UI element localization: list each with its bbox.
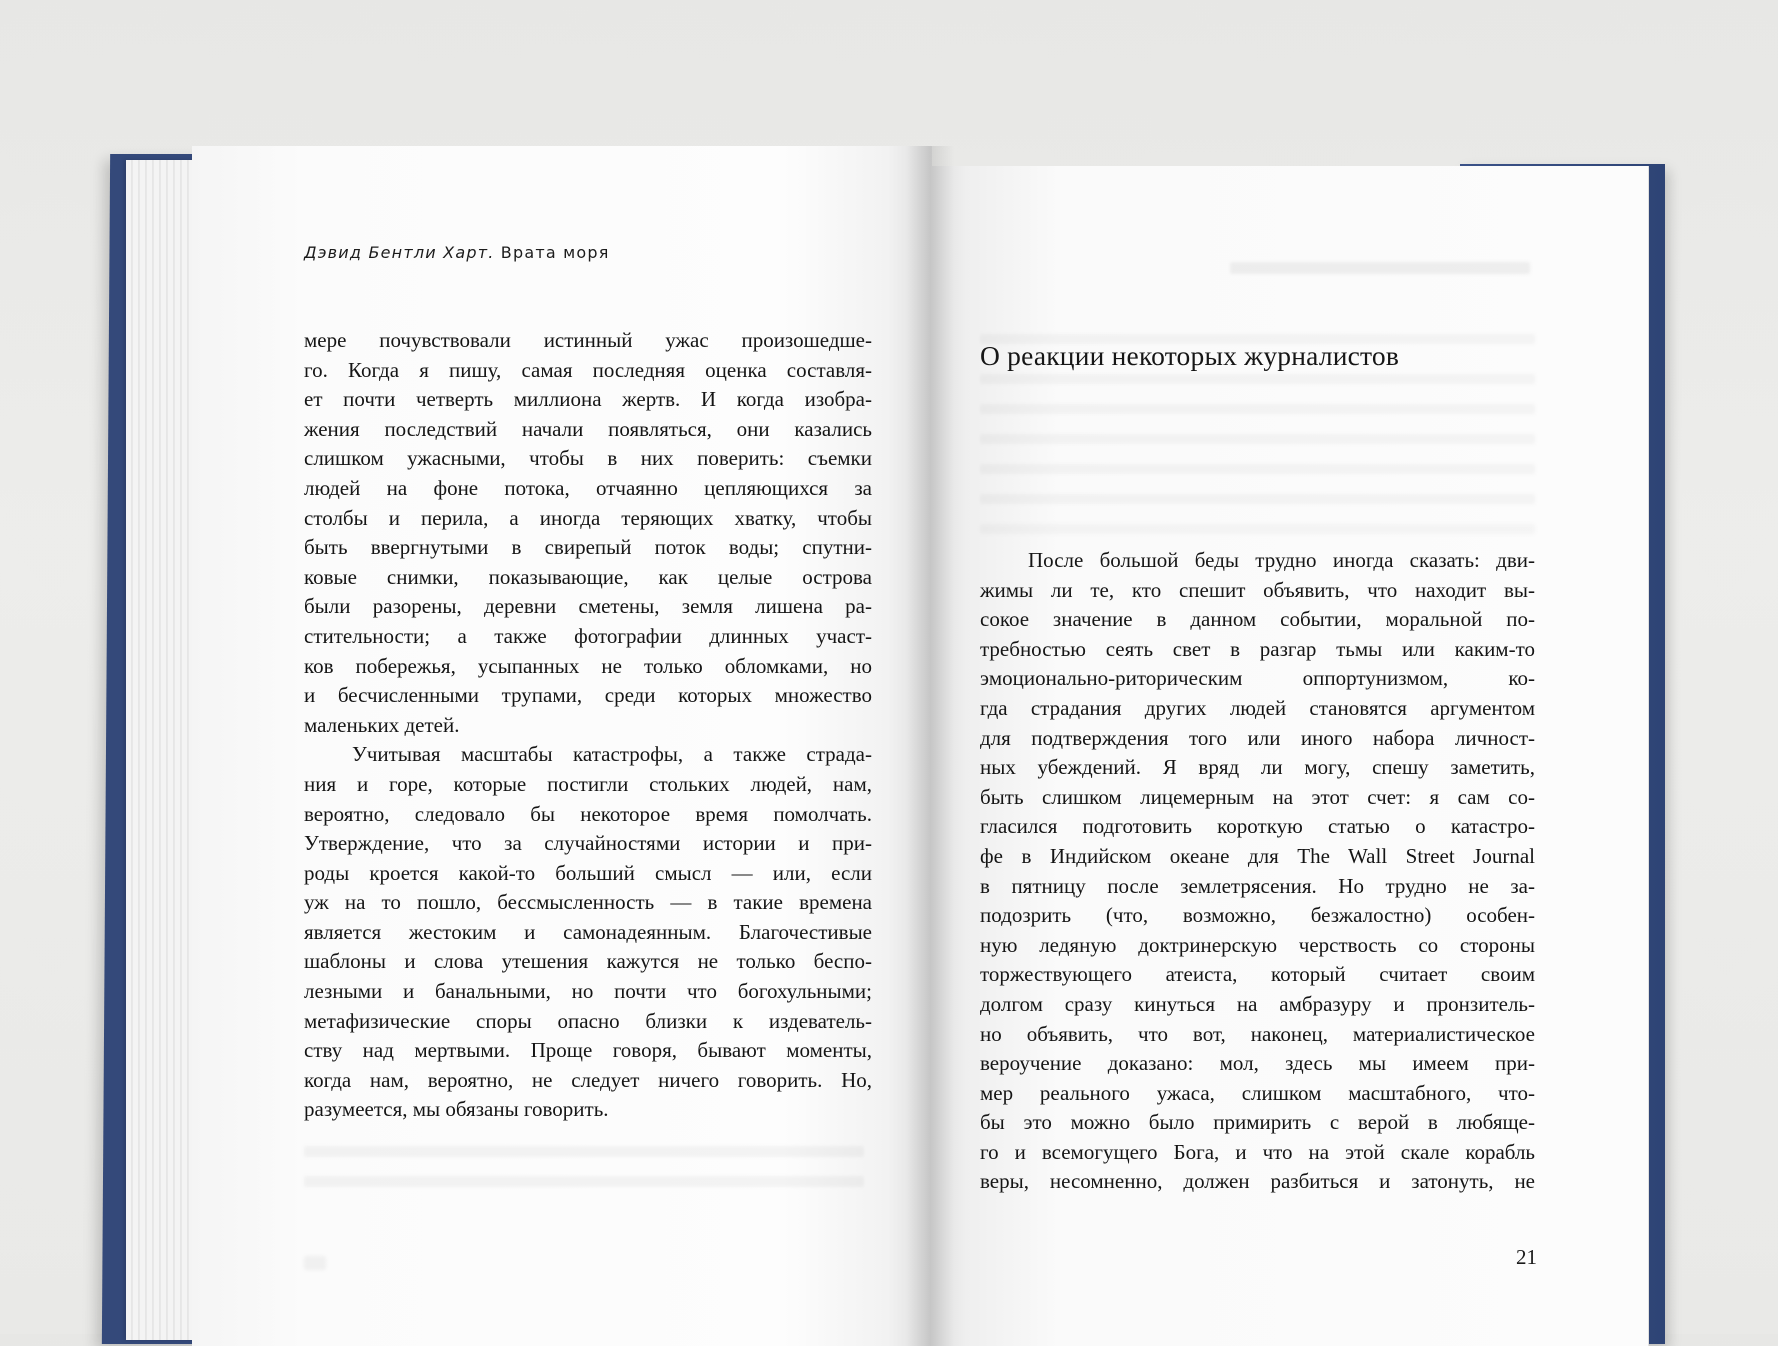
text-line: столбы и перила, а иногда теряющих хватку, чтобы: [304, 505, 872, 530]
text-line: гласился подготовить короткую статью о катастро-: [980, 814, 1535, 839]
text-line: После большой беды трудно иногда сказать: дви-: [1028, 548, 1535, 572]
text-line: когда нам, вероятно, не следует ничего говорить. Но,: [304, 1067, 872, 1092]
text-line: ных убеждений. Я вряд ли могу, спешу заметить,: [980, 755, 1535, 780]
text-line: гда страдания других людей становятся аргументом: [980, 695, 1535, 720]
text-line: вероучение доказано: мол, здесь мы имеем при-: [980, 1051, 1535, 1076]
text-line: ковые снимки, показывающие, как целые острова: [304, 564, 872, 589]
text-line: долгом сразу кинуться на амбразуру и пронзитель-: [980, 991, 1535, 1016]
text-line: вероятно, следовало бы некоторое время помолчать.: [304, 801, 872, 826]
text-line: торжествующего атеиста, который считает своим: [980, 962, 1535, 987]
text-line: роды кроется какой-то больший смысл — или, если: [304, 860, 872, 885]
text-line: стительности; а также фотографии длинных участ-: [304, 623, 872, 648]
text-line: бы это можно было примирить с верой в любяще-: [980, 1110, 1535, 1135]
text-line: были разорены, деревни сметены, земля лишена ра-: [304, 594, 872, 619]
text-line: ную ледяную доктринерскую черствость со стороны: [980, 932, 1535, 957]
text-line: быть слишком лицемерным на этот счет: я сам со-: [980, 784, 1535, 809]
text-line: эмоционально-риторическим оппортунизмом, ко-: [980, 666, 1535, 691]
text-line: Утверждение, что за случайностями истории и при-: [304, 831, 872, 856]
text-line: ству над мертвыми. Проще говоря, бывают моменты,: [304, 1038, 872, 1063]
right-page-body: [980, 546, 1535, 1197]
text-line: жимы ли те, кто спешит объявить, что находит вы-: [980, 577, 1535, 602]
text-line: лезными и банальными, но почти что богохульными;: [304, 979, 872, 1004]
text-line: го и всемогущего Бога, и что на этой скале корабль: [980, 1139, 1535, 1164]
text-line: быть ввергнутыми в свирепый поток воды; спутни-: [304, 535, 872, 560]
page-number: 21: [1516, 1245, 1537, 1269]
text-line: ет почти четверть миллиона жертв. И когда изобра-: [304, 387, 872, 412]
text-line: маленьких детей.: [304, 712, 460, 737]
text-line: в пятницу после землетрясения. Но трудно не за-: [980, 873, 1535, 898]
text-line: людей на фоне потока, отчаянно цепляющихся за: [304, 475, 872, 500]
running-head-title: Врата моря: [500, 243, 610, 262]
text-line: го. Когда я пишу, самая последняя оценка составля-: [304, 357, 872, 382]
chapter-title: О реакции некоторых журналистов: [980, 340, 1400, 371]
text-line: жения последствий начали появляться, они казались: [304, 416, 872, 441]
text-line: но объявить, что вот, наконец, материалистическое: [980, 1021, 1535, 1046]
book-gutter: [906, 146, 954, 1346]
text-line: мере почувствовали истинный ужас произошедше-: [304, 328, 872, 352]
text-line: требностью сеять свет в разгар тьмы или каким-то: [980, 636, 1535, 661]
text-line: мер реального ужаса, слишком масштабного, что-: [980, 1080, 1535, 1105]
text-line: веры, несомненно, должен разбиться и затонуть, не: [980, 1169, 1535, 1194]
text-line: Учитывая масштабы катастрофы, а также страда-: [352, 742, 872, 767]
text-line: уж на то пошло, бессмысленность — в такие времена: [304, 890, 872, 915]
text-line: шаблоны и слова утешения кажутся не только беспо-: [304, 949, 872, 974]
page-edges: [126, 160, 196, 1340]
text-line: метафизические споры опасно близки к издеватель-: [304, 1008, 872, 1033]
text-line: сокое значение в данном событии, моральной по-: [980, 607, 1535, 632]
text-line: фе в Индийском океане для The Wall Street Journal: [980, 843, 1535, 868]
left-page-body: [304, 326, 872, 1125]
running-head: [304, 243, 610, 262]
text-line: ния и горе, которые постигли стольких людей, нам,: [304, 771, 872, 796]
text-line: для подтверждения того или иного набора личност-: [980, 725, 1535, 750]
text-line: является жестоким и самонадеянным. Благочестивые: [304, 919, 872, 944]
text-line: подозрить (что, возможно, безжалостно) особен-: [980, 903, 1535, 928]
text-line: слишком ужасными, чтобы в них поверить: съемки: [304, 446, 872, 471]
text-line: разумеется, мы обязаны говорить.: [304, 1097, 609, 1122]
text-line: ков побережья, усыпанных не только обломками, но: [304, 653, 872, 678]
text-line: и бесчисленными трупами, среди которых множество: [304, 683, 872, 708]
running-head-author: Дэвид Бентли Харт.: [304, 243, 495, 262]
